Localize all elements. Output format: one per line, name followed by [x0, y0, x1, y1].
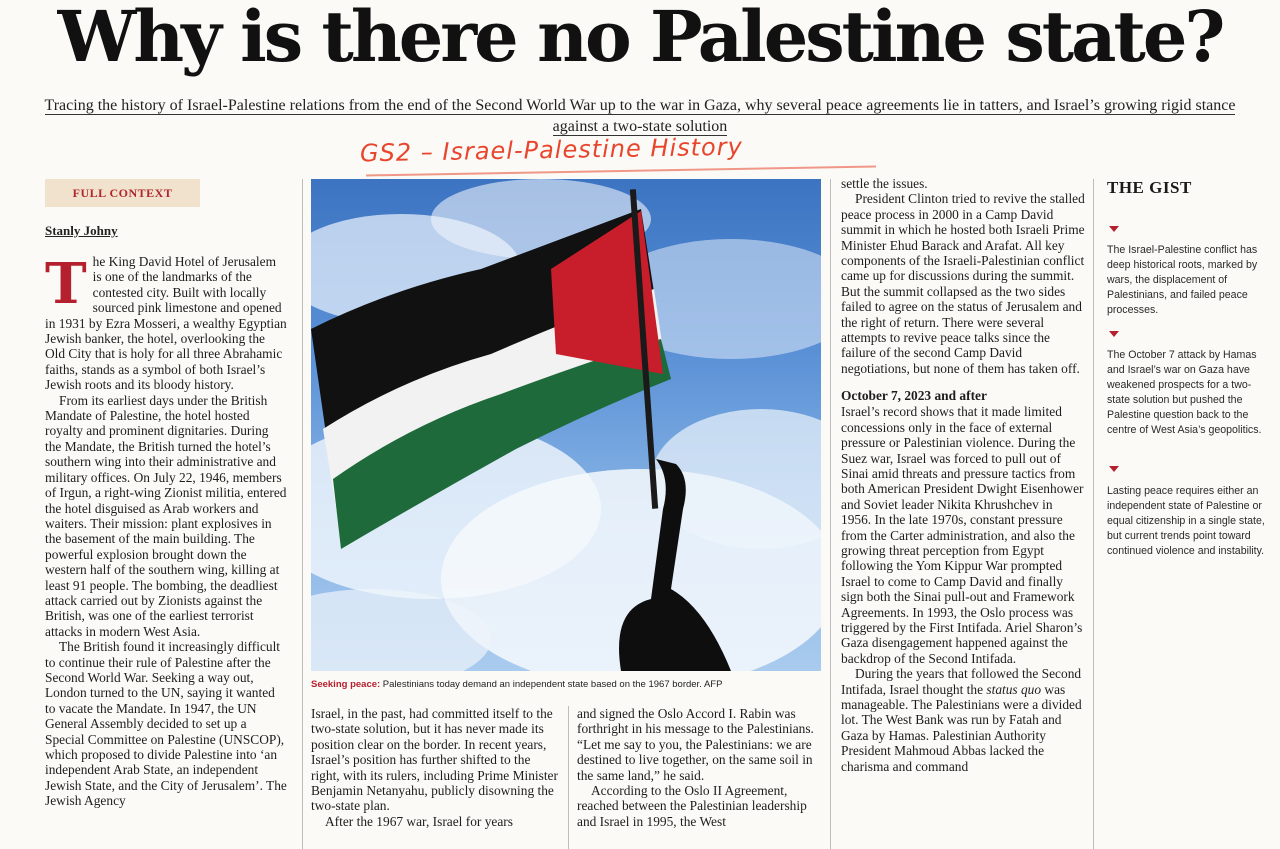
article-column-2	[311, 706, 558, 849]
handwritten-annotation: GS2 – Israel-Palestine History	[359, 132, 744, 168]
paragraph: From its earliest days under the British Mandate of Palestine, the hotel hosted royalty and prominent dignitaries. During the Mandate, the British turned the hotel’s southern wing into their administrative and military offices. On July 22, 1946, members of Irgun, a right-wing Zionist militia, entered the hotel disguised as Arab workers and waiters. Their mission: plant explosives in the basement of the main building. The powerful explosion brought down the western half of the southern wing, killing at least 91 people. The bombing, the deadliest attack carried out by Zionists against the British, was one of the earliest terrorist attacks in modern West Asia.	[45, 392, 287, 639]
paragraph: settle the issues.	[841, 176, 928, 191]
article-column-3	[577, 706, 821, 849]
flag-photo	[311, 179, 821, 671]
standfirst: Tracing the history of Israel-Palestine relations from the end of the Second World War up to the war in Gaza, why several peace agreements lie in tatters, and Israel’s growing rigid stance against a two-state solution	[44, 97, 1236, 135]
paragraph: he King David Hotel of Jerusalem is one of the landmarks of the contested city. Built with locally sourced pink limestone and opened in 1931 by Ezra Mosseri, a wealthy Egyptian Jewish banker, the hotel, overlooking the Old City that is holy for all three Abrahamic faiths, stands as a symbol of both Israel’s Jewish roots and its bloody history.	[45, 254, 287, 393]
paragraph: The British found it increasingly difficult to continue their rule of Palestine after the Second World War. Seeking a way out, London turned to the UN, saying it wanted to vacate the Mandate. In 1947, the UN General Assembly decided to set up a Special Committee on Palestine (UNSCOP), which proposed to divide Palestine into ‘an independent Arab State, an independent Jewish State, and the City of Jerusalem’. The Jewish Agency	[45, 639, 287, 809]
drop-cap: T	[45, 254, 87, 317]
palestinian-flag-illustration	[311, 179, 821, 671]
paragraph: and signed the Oslo Accord I. Rabin was forthright in his message to the Palestinians. “Let me say to you, the Palestinians: we are destined to live together, on the same soil in the same land,” he said.	[577, 706, 814, 783]
paragraph: Israel’s record shows that it made limited concessions only in the face of external pressure or Palestinian violence. During the Suez war, Israel was forced to pull out of Sinai amid threats and pressure tactics from both American President Dwight Eisenhower and Soviet leader Nikita Khrushchev in 1956. In the late 1970s, constant pressure from the Carter administration, and also the growing threat perception from Egypt following the Yom Kippur War prompted Israel to come to Camp David and finally sign both the Sinai pull-out and Framework Agreements. In 1993, the Oslo process was triggered by the First Intifada. Ariel Sharon’s Gaza disengagement happened against the backdrop of the Second Intifada.	[841, 404, 1084, 666]
paragraph: According to the Oslo II Agreement, reached between the Palestinian leadership and Israel in 1995, the West	[577, 783, 807, 829]
triangle-bullet-icon	[1109, 466, 1119, 472]
triangle-bullet-icon	[1109, 331, 1119, 337]
byline: Stanly Johny	[45, 223, 118, 238]
article-column-1	[45, 254, 288, 849]
gist-title: THE GIST	[1107, 178, 1192, 197]
headline: Why is there no Palestine state?	[57, 0, 1223, 78]
section-kicker: FULL CONTEXT	[45, 179, 200, 207]
column-divider	[302, 179, 303, 849]
paragraph: During the years that followed the Second Intifada, Israel thought the status quo was manageable. The Palestinians were a divided lot. The West Bank was run by Fatah and Gaza by Hamas. Palestinian Authority President Mahmoud Abbas lacked the charisma and command	[841, 666, 1082, 774]
gist-item: The Israel-Palestine conflict has deep historical roots, marked by wars, the displacement of Palestinians, and failed peace processes.	[1107, 244, 1258, 316]
article-column-4	[841, 176, 1086, 849]
photo-caption: Seeking peace: Palestinians today demand an independent state based on the 1967 border. AFP	[311, 679, 723, 690]
gist-item: Lasting peace requires either an independent state of Palestine or equal citizenship in a single state, but current trends point toward continued violence and instability.	[1107, 485, 1265, 557]
paragraph: President Clinton tried to revive the stalled peace process in 2000 in a Camp David summit in which he hosted both Israeli Prime Minister Ehud Barack and Arafat. All key components of the Israeli-Palestinian conflict came up for discussions during the summit. But the summit collapsed as the two sides failed to agree on the status of Jerusalem and the right of return. There were several attempts to revive peace talks since the failure of the second Camp David negotiations, but none of them has taken off.	[841, 191, 1085, 376]
triangle-bullet-icon	[1109, 226, 1119, 232]
paragraph: After the 1967 war, Israel for years	[325, 813, 513, 829]
gist-item: The October 7 attack by Hamas and Israel’s war on Gaza have weakened prospects for a two-state solution but pushed the Palestine question back to the centre of West Asia’s geopolitics.	[1107, 349, 1262, 436]
column-divider	[1093, 179, 1094, 849]
column-divider	[830, 179, 831, 849]
annotation-underline	[366, 166, 876, 177]
subheading: October 7, 2023 and after	[841, 388, 987, 404]
column-divider	[568, 706, 569, 849]
paragraph: Israel, in the past, had committed itself to the two-state solution, but it has never made its position clear on the border. In recent years, Israel’s position has further shifted to the right, with its rulers, including Prime Minister Benjamin Netanyahu, publicly disowning the two-state plan.	[311, 706, 558, 814]
